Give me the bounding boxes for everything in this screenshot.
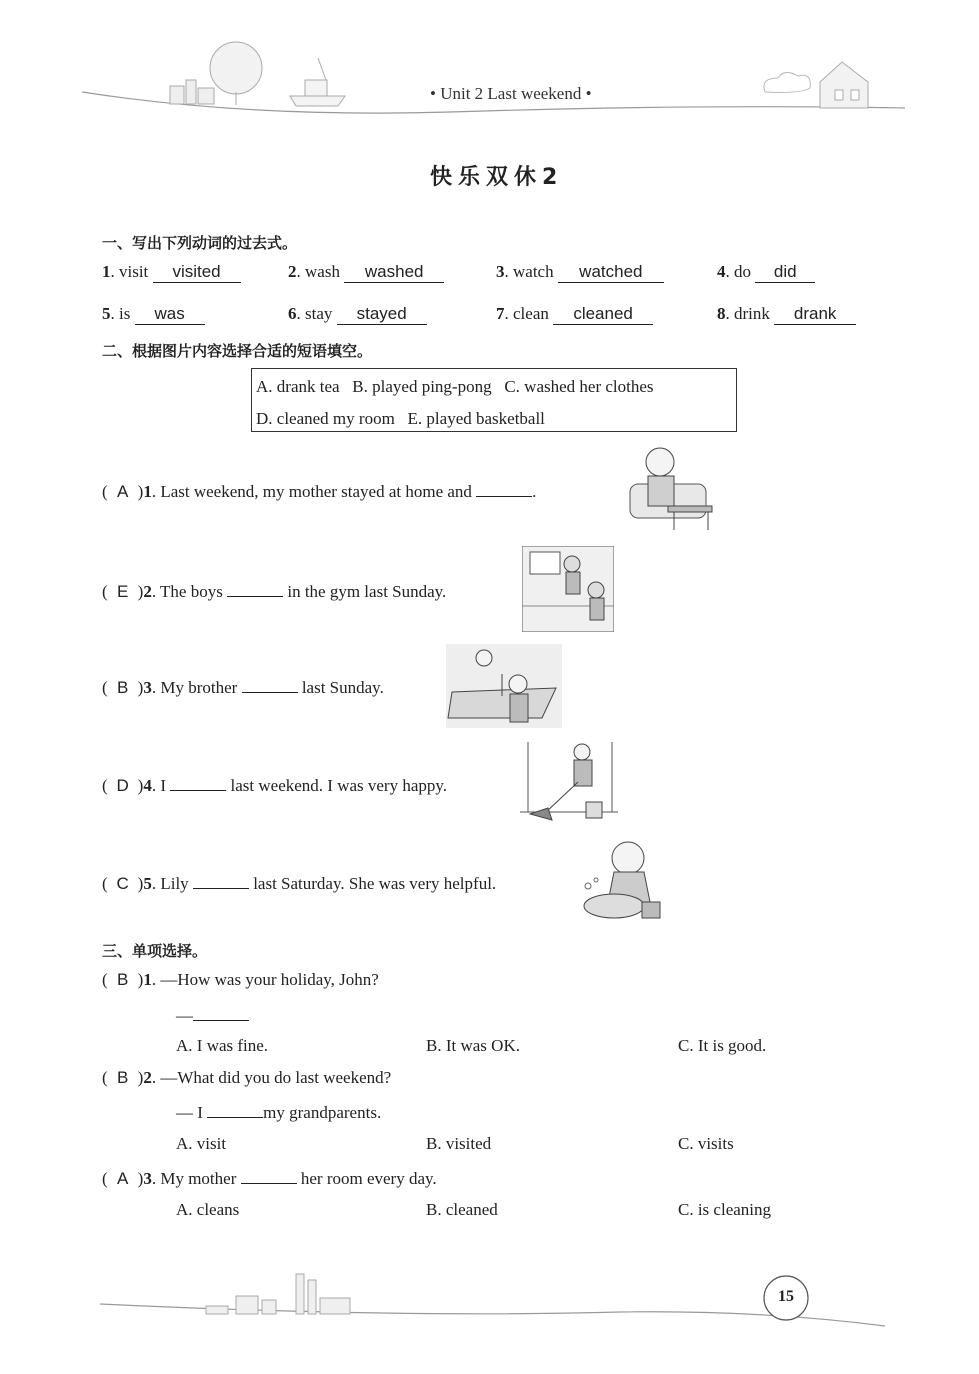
- question-line-1: —How was your holiday, John?: [160, 970, 379, 989]
- verb-word: drink: [734, 304, 770, 323]
- question-answer: D: [116, 776, 129, 795]
- answer-blank: [241, 1167, 297, 1184]
- question-answer: A: [117, 1169, 129, 1188]
- header-decoration: [0, 0, 979, 130]
- question-text-after: last weekend. I was very happy.: [230, 776, 448, 795]
- answer-blank: [193, 872, 249, 889]
- question-number: 4: [143, 776, 152, 795]
- cloud-icon: [764, 72, 810, 92]
- city-buildings-icon: [170, 80, 214, 104]
- verb-answer: did: [755, 262, 815, 283]
- option-c: C. It is good.: [678, 1036, 767, 1055]
- tree-icon: [210, 42, 262, 105]
- header-unit-title: • Unit 2 Last weekend •: [430, 84, 592, 103]
- mother-drinking-tea-picture: [628, 444, 718, 534]
- question-number: 2: [143, 582, 152, 601]
- question-answer: E: [117, 582, 129, 601]
- answer-blank: [227, 580, 283, 597]
- answer-blank: [193, 1004, 249, 1021]
- verb-word: watch: [513, 262, 554, 281]
- verb-item: 8. drink drank: [717, 304, 856, 325]
- picture-question: ( A )1. Last weekend, my mother stayed at home and .: [102, 482, 537, 501]
- question-number: 3: [143, 678, 152, 697]
- question-text-before: My mother: [160, 1169, 237, 1188]
- verb-answer: washed: [344, 262, 444, 283]
- verb-number: 5: [102, 304, 111, 323]
- verb-item: 6. stay stayed: [288, 304, 427, 325]
- question-number: 5: [143, 874, 152, 893]
- mc-question: ( B )2. —What did you do last weekend?: [102, 1068, 392, 1087]
- footer-decoration: [0, 1260, 979, 1340]
- boys-basketball-picture: [522, 546, 614, 632]
- mc-question: ( A )3. My mother her room every day.: [102, 1169, 437, 1188]
- section2-heading: 二、根据图片内容选择合适的短语填空。: [102, 342, 373, 360]
- question-number: 1: [143, 970, 152, 989]
- mc-question: ( B )1. —How was your holiday, John?: [102, 970, 379, 989]
- verb-item: 5. is was: [102, 304, 205, 325]
- answer-blank: [476, 480, 532, 497]
- verb-number: 2: [288, 262, 297, 281]
- verb-number: 8: [717, 304, 726, 323]
- answer-blank: [242, 676, 298, 693]
- question-line-2: [176, 1101, 381, 1123]
- boat-icon: [290, 58, 345, 106]
- verb-answer: stayed: [337, 304, 427, 325]
- question-text-after: .: [532, 482, 537, 501]
- question-text-after: last Saturday. She was very helpful.: [253, 874, 497, 893]
- answer-blank: [207, 1101, 263, 1118]
- question-line-2: [176, 1004, 249, 1026]
- skyline-icon: [206, 1274, 350, 1314]
- verb-answer: watched: [558, 262, 664, 283]
- option-a: A. I was fine.: [176, 1036, 269, 1055]
- verb-number: 1: [102, 262, 111, 281]
- verb-number: 4: [717, 262, 726, 281]
- verb-number: 3: [496, 262, 505, 281]
- answer-blank: [170, 774, 226, 791]
- verb-word: is: [119, 304, 131, 323]
- question-text-before: My brother: [160, 678, 238, 697]
- section3-heading: 三、单项选择。: [102, 942, 208, 960]
- line2-prefix: — I: [176, 1103, 203, 1122]
- line2-prefix: —: [176, 1006, 193, 1025]
- verb-item: 3. watch watched: [496, 262, 664, 283]
- options-line-1: A. drank tea B. played ping-pong C. washed her clothes: [256, 377, 654, 396]
- question-text-before: I: [160, 776, 167, 795]
- picture-question: ( E )2. The boys in the gym last Sunday.: [102, 582, 447, 601]
- question-text-after: in the gym last Sunday.: [287, 582, 447, 601]
- question-text-before: Last weekend, my mother stayed at home and: [160, 482, 472, 501]
- house-icon: [820, 62, 868, 108]
- option-b: B. cleaned: [426, 1200, 498, 1219]
- option-c: C. is cleaning: [678, 1200, 772, 1219]
- girl-washing-clothes-picture: [578, 836, 670, 924]
- verb-item: 1. visit visited: [102, 262, 241, 283]
- question-answer: B: [117, 678, 129, 697]
- verb-word: visit: [119, 262, 149, 281]
- verb-number: 7: [496, 304, 505, 323]
- question-answer: C: [116, 874, 129, 893]
- picture-question: ( B )3. My brother last Sunday.: [102, 678, 384, 697]
- option-a: A. visit: [176, 1134, 227, 1153]
- option-c: C. visits: [678, 1134, 734, 1153]
- verb-item: 4. do did: [717, 262, 815, 283]
- line2-suffix: my grandparents.: [263, 1103, 382, 1122]
- verb-word: stay: [305, 304, 333, 323]
- section1-heading: 一、写出下列动词的过去式。: [102, 234, 298, 252]
- question-number: 3: [143, 1169, 152, 1188]
- question-line-1: —What did you do last weekend?: [160, 1068, 392, 1087]
- option-b: B. visited: [426, 1134, 492, 1153]
- verb-answer: visited: [153, 262, 241, 283]
- question-answer: A: [117, 482, 129, 501]
- option-a: A. cleans: [176, 1200, 240, 1219]
- verb-answer: was: [135, 304, 205, 325]
- verb-item: 2. wash washed: [288, 262, 444, 283]
- verb-word: wash: [305, 262, 340, 281]
- picture-question: ( C )5. Lily last Saturday. She was very helpful.: [102, 874, 497, 893]
- options-line-2: D. cleaned my room E. played basketball: [256, 409, 545, 428]
- brother-ping-pong-picture: [446, 644, 562, 728]
- question-number: 2: [143, 1068, 152, 1087]
- boy-sweeping-picture: [520, 742, 618, 826]
- question-answer: B: [117, 1068, 129, 1087]
- picture-question: ( D )4. I last weekend. I was very happy.: [102, 776, 448, 795]
- question-text-before: Lily: [160, 874, 189, 893]
- question-text-after: last Sunday.: [301, 678, 384, 697]
- option-b: B. It was OK.: [426, 1036, 520, 1055]
- options-box: [251, 368, 737, 432]
- page-number: 15: [778, 1288, 794, 1305]
- verb-word: do: [734, 262, 751, 281]
- question-number: 1: [143, 482, 152, 501]
- verb-word: clean: [513, 304, 549, 323]
- page-title: 快乐双休2: [430, 165, 564, 190]
- verb-answer: drank: [774, 304, 856, 325]
- question-answer: B: [117, 970, 129, 989]
- question-text-before: The boys: [160, 582, 223, 601]
- question-text-after: her room every day.: [300, 1169, 437, 1188]
- verb-answer: cleaned: [553, 304, 653, 325]
- verb-item: 7. clean cleaned: [496, 304, 653, 325]
- verb-number: 6: [288, 304, 297, 323]
